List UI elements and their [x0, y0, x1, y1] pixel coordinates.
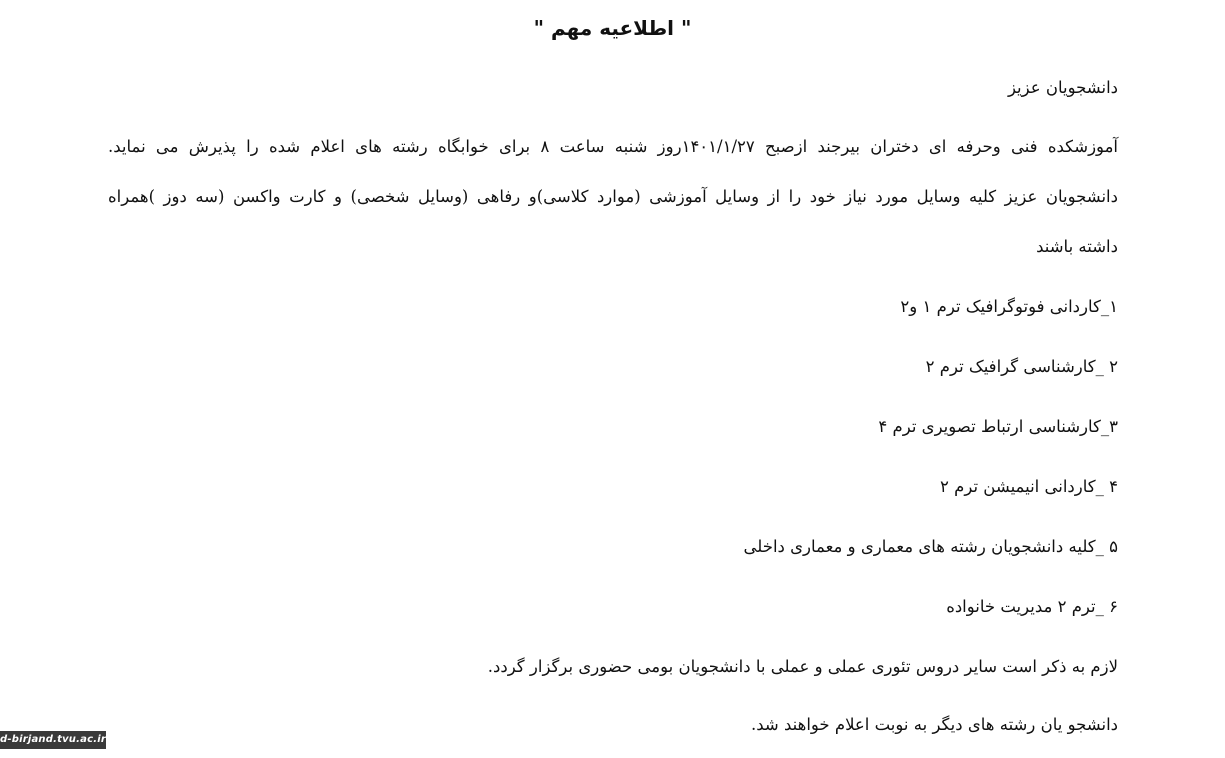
- site-watermark: d-birjand.tvu.ac.ir: [0, 731, 106, 749]
- notice-title: " اطلاعیه مهم ": [533, 16, 692, 40]
- list-item: ۴ _کاردانی انیمیشن ترم ۲: [940, 477, 1118, 496]
- list-item: ۲ _کارشناسی گرافیک ترم ۲: [925, 357, 1118, 376]
- note-other-majors: دانشجو یان رشته های دیگر به نوبت اعلام خواهند شد.: [751, 715, 1118, 734]
- list-item: ۳_کارشناسی ارتباط تصویری ترم ۴: [878, 417, 1118, 436]
- paragraph-admission: آموزشکده فنی وحرفه ای دختران بیرجند ازصبح ۱۴۰۱/۱/۲۷روز شنبه ساعت ۸ برای خوابگاه رشته های اعلام شده را پذیرش می نماید.: [108, 137, 1118, 156]
- list-item: ۵ _کلیه دانشجویان رشته های معماری و معماری داخلی: [743, 537, 1118, 556]
- paragraph-supplies-line-2: داشته باشند: [1036, 237, 1118, 256]
- paragraph-supplies-line-1: دانشجویان عزیز کلیه وسایل مورد نیاز خود را از وسایل آموزشی (موارد کلاسی)و رفاهی (وسایل شخصی) و کارت واکسن (سه دوز )همراه: [108, 187, 1118, 206]
- greeting: دانشجویان عزیز: [1007, 78, 1118, 97]
- list-item: ۶ _ترم ۲ مدیریت خانواده: [946, 597, 1118, 616]
- note-classes: لازم به ذکر است سایر دروس تئوری عملی و عملی با دانشجویان بومی حضوری برگزار گردد.: [487, 657, 1118, 676]
- list-item: ۱_کاردانی فوتوگرافیک ترم ۱ و۲: [900, 297, 1118, 316]
